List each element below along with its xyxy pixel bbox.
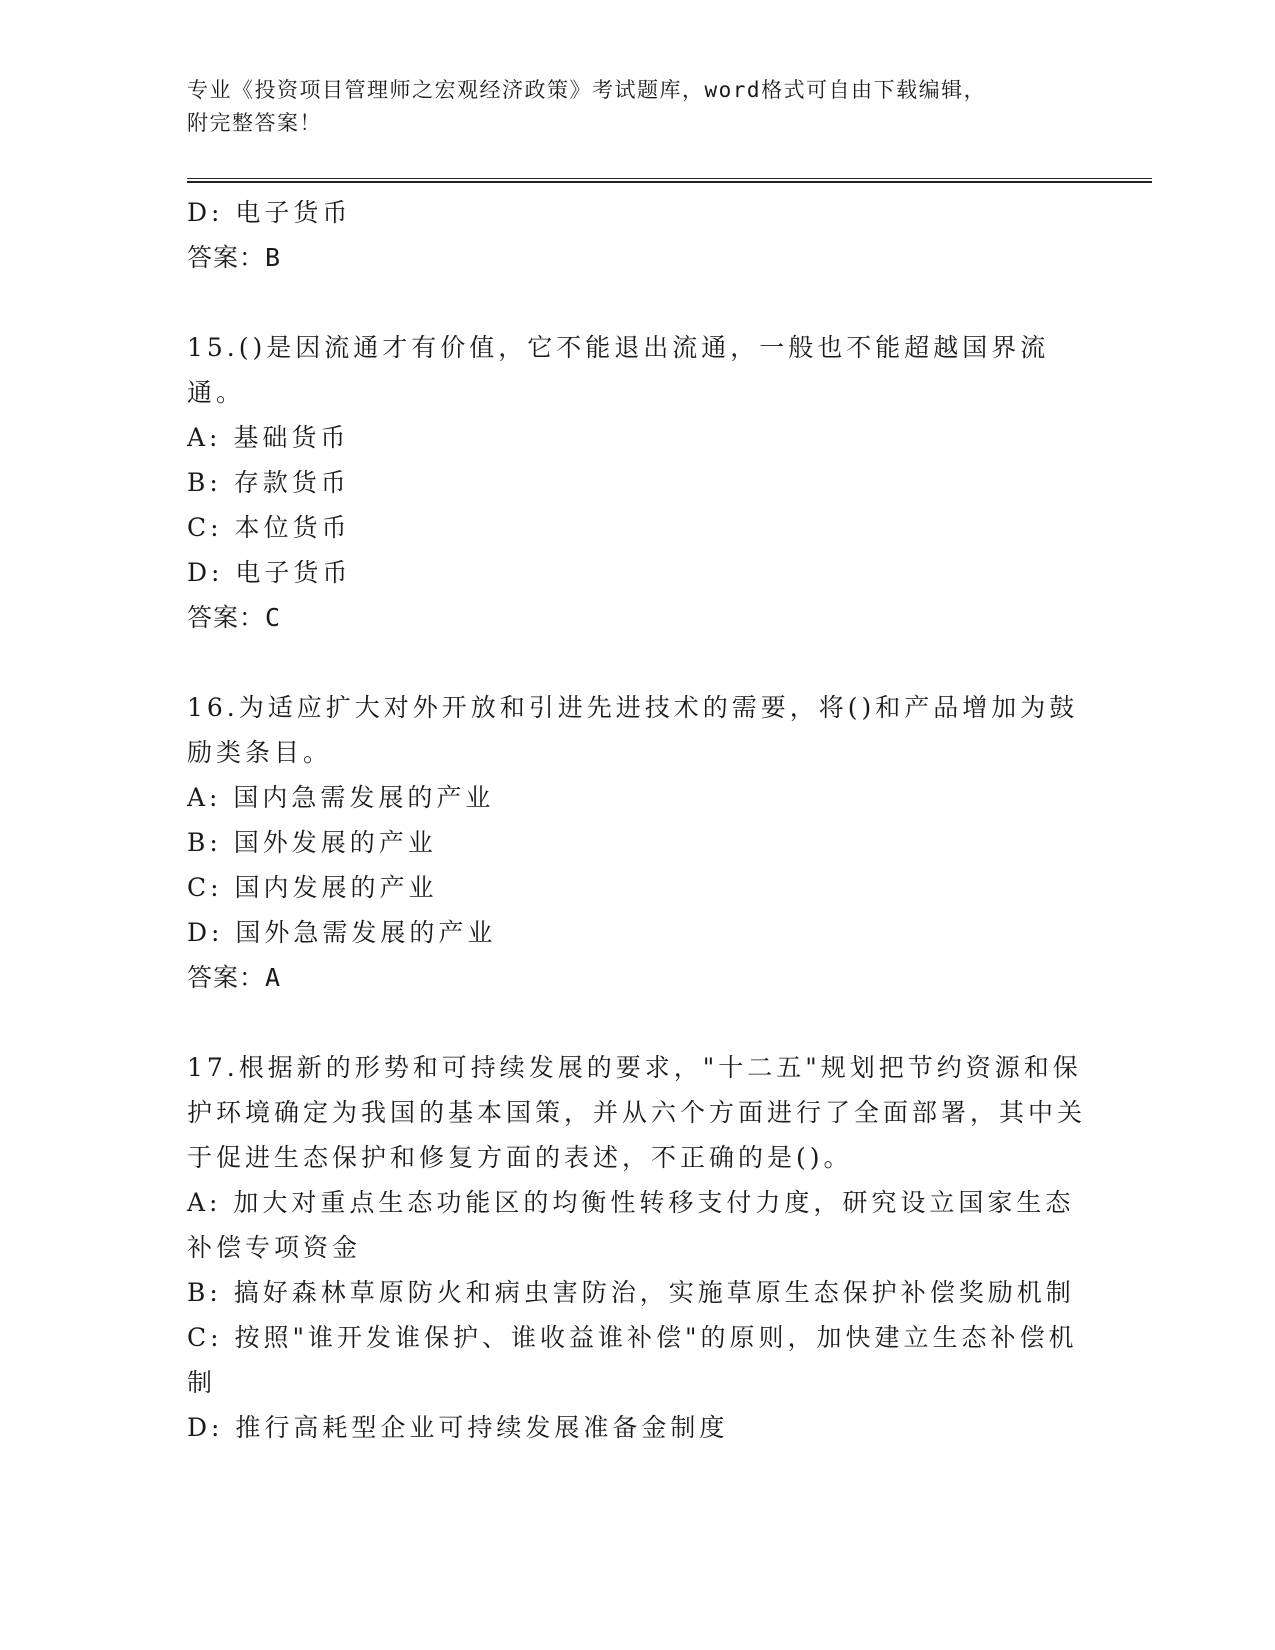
- answer-value: C: [265, 603, 282, 632]
- question-stem: 17.根据新的形势和可持续发展的要求，"十二五"规划把节约资源和保护环境确定为我国的基本国策，并从六个方面进行了全面部署，其中关于促进生态保护和修复方面的表述，不正确的是()。: [187, 1053, 1087, 1172]
- page-header: [187, 74, 1067, 140]
- answer-label: 答案：: [187, 603, 266, 632]
- option-b: B: 国外发展的产业: [187, 828, 437, 857]
- answer-value: B: [265, 243, 282, 272]
- option-c: C: 国内发展的产业: [187, 873, 438, 902]
- answer: [187, 595, 1087, 641]
- prev-option-d: D: 电子货币: [187, 198, 352, 227]
- option-d: D: 推行高耗型企业可持续发展准备金制度: [187, 1413, 729, 1442]
- option-b: B: 存款货币: [187, 468, 350, 497]
- option-a: A: 加大对重点生态功能区的均衡性转移支付力度，研究设立国家生态补偿专项资金: [187, 1188, 1075, 1262]
- header-line-1: 专业《投资项目管理师之宏观经济政策》考试题库，word格式可自由下载编辑，: [187, 78, 987, 102]
- option-b: B: 搞好森林草原防火和病虫害防治，实施草原生态保护补偿奖励机制: [187, 1278, 1075, 1307]
- question-17: [187, 1045, 1087, 1450]
- question-15: [187, 325, 1087, 641]
- header-divider: [187, 178, 1152, 183]
- question-content: [187, 190, 1087, 1450]
- question-stem: 16.为适应扩大对外开放和引进先进技术的需要，将()和产品增加为鼓励类条目。: [187, 693, 1079, 767]
- answer-label: 答案：: [187, 243, 266, 272]
- option-c: C: 按照"谁开发谁保护、谁收益谁补偿"的原则，加快建立生态补偿机制: [187, 1323, 1078, 1397]
- option-d: D: 国外急需发展的产业: [187, 918, 497, 947]
- answer: [187, 955, 1087, 1001]
- option-a: A: 基础货币: [187, 423, 350, 452]
- answer-value: A: [265, 963, 282, 992]
- question-16: [187, 685, 1087, 1001]
- option-c: C: 本位货币: [187, 513, 351, 542]
- answer-label: 答案：: [187, 963, 266, 992]
- prev-answer: [187, 235, 1087, 281]
- option-d: D: 电子货币: [187, 558, 352, 587]
- option-a: A: 国内急需发展的产业: [187, 783, 495, 812]
- question-stem: 15.()是因流通才有价值，它不能退出流通，一般也不能超越国界流通。: [187, 333, 1050, 407]
- header-line-2: 附完整答案！: [187, 111, 322, 135]
